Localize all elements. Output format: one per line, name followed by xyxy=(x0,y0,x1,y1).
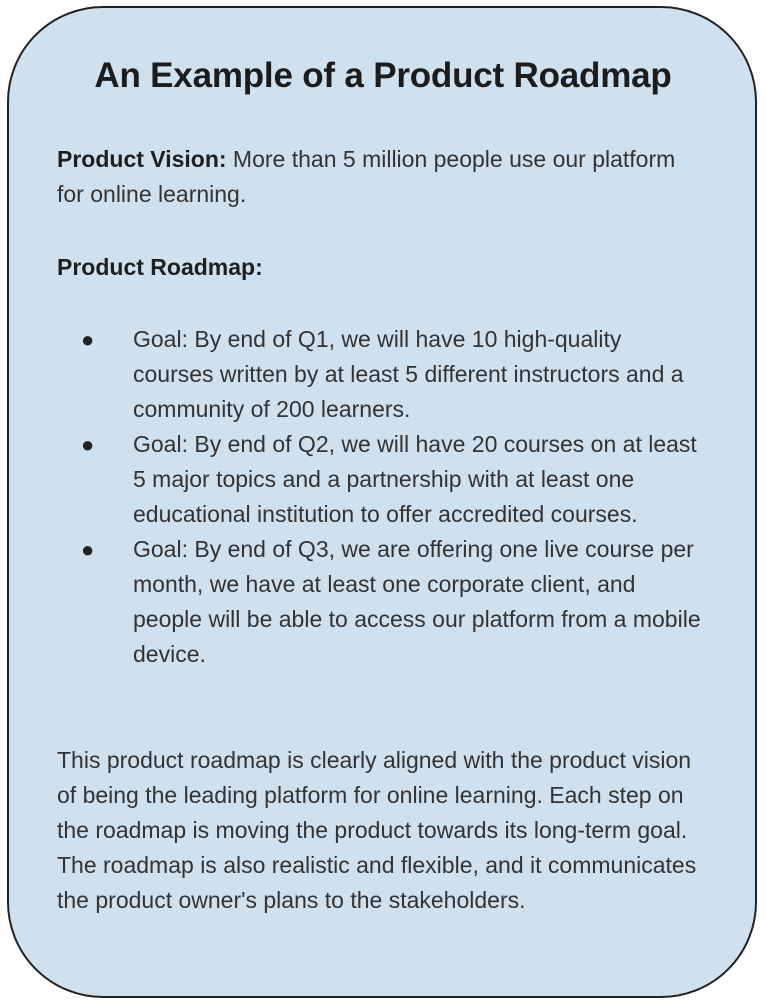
goal-text: Goal: By end of Q1, we will have 10 high-quality courses written by at least 5 different instructors and a community of 200 learners. xyxy=(133,326,684,422)
closing-paragraph: This product roadmap is clearly aligned with the product vision of being the leading platform for online learning. Each step on the roadmap is moving the product towards its long-term goal. The roadmap is also realistic and flexible, and it communicates the product owner's plans to the stakeholders. xyxy=(57,747,697,913)
product-vision-text: More than 5 million people use our platform for online learning. xyxy=(57,146,676,207)
goals-list xyxy=(57,322,707,672)
bullet-icon: ● xyxy=(81,537,95,562)
goal-text: Goal: By end of Q2, we will have 20 courses on at least 5 major topics and a partnership with at least one educational institution to offer accredited courses. xyxy=(133,431,697,527)
goal-item-q2 xyxy=(57,427,707,532)
goal-item-q3 xyxy=(57,532,707,672)
page-title: An Example of a Product Roadmap xyxy=(94,56,672,95)
goal-item-q1 xyxy=(57,322,707,427)
product-vision-paragraph xyxy=(57,142,707,212)
goal-text: Goal: By end of Q3, we are offering one live course per month, we have at least one corporate client, and people will be able to access our platform from a mobile device. xyxy=(133,536,701,667)
bullet-icon: ● xyxy=(81,327,95,352)
product-vision-label: Product Vision: xyxy=(57,146,227,172)
bullet-icon: ● xyxy=(81,432,95,457)
product-roadmap-heading: Product Roadmap: xyxy=(57,254,263,280)
